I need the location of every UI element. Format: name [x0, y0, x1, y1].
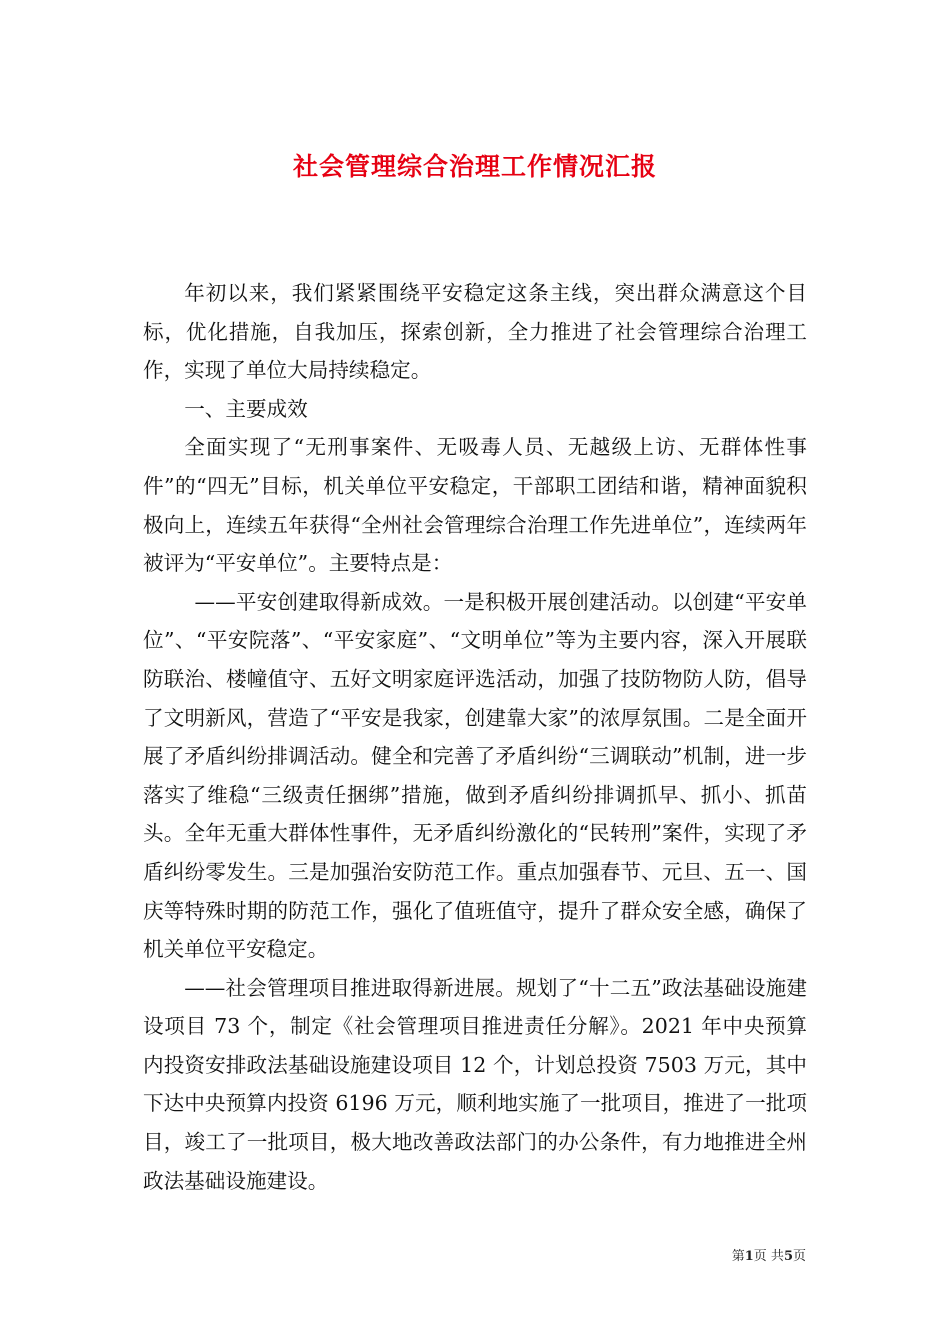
- paragraph-project-progress: ——社会管理项目推进取得新进展。规划了“十二五”政法基础设施建设项目 73 个，制定《社会管理项目推进责任分解》。2021 年中央预算内投资安排政法基础设施建设项目 12 个，计划总投资 7503 万元，其中下达中央预算内投资 6196 万元，顺利地实施了一批项目，推进了一批项目，竣工了一批项目，极大地改善政法部门的办公条件，有力地推进全州政法基础设施建设。: [143, 975, 807, 1193]
- paragraph-achievements: 全面实现了“无刑事案件、无吸毒人员、无越级上访、无群体性事件”的“四无”目标，机关单位平安稳定，干部职工团结和谐，精神面貌积极向上，连续五年获得“全州社会管理综合治理工作先进单位”，连续两年被评为“平安单位”。主要特点是：: [143, 435, 807, 576]
- paragraph-intro: 年初以来，我们紧紧围绕平安稳定这条主线，突出群众满意这个目标，优化措施，自我加压，探索创新，全力推进了社会管理综合治理工作，实现了单位大局持续稳定。: [143, 281, 807, 383]
- page-number-footer: [732, 1248, 806, 1266]
- section-heading: 一、主要成效: [184, 396, 308, 421]
- document-title: 社会管理综合治理工作情况汇报: [292, 151, 657, 181]
- footer-current-page: 1: [744, 1249, 754, 1264]
- paragraph-safety-creation: ——平安创建取得新成效。一是积极开展创建活动。以创建“平安单位”、“平安院落”、“平安家庭”、“文明单位”等为主要内容，深入开展联防联治、楼幢值守、五好文明家庭评选活动，加强了技防物防人防，倡导了文明新风，营造了“平安是我家，创建靠大家”的浓厚氛围。二是全面开展了矛盾纠纷排调活动。健全和完善了矛盾纠纷“三调联动”机制，进一步落实了维稳“三级责任捆绑”措施，做到矛盾纠纷排调抓早、抓小、抓苗头。全年无重大群体性事件，无矛盾纠纷激化的“民转刑”案件，实现了矛盾纠纷零发生。三是加强治安防范工作。重点加强春节、元旦、五一、国庆等特殊时期的防范工作，强化了值班值守，提升了群众安全感，确保了机关单位平安稳定。: [143, 589, 807, 962]
- footer-suffix: 页: [792, 1249, 806, 1264]
- footer-middle: 页 共: [753, 1249, 784, 1264]
- footer-total-pages: 5: [783, 1249, 793, 1264]
- document-body: [143, 274, 807, 1200]
- footer-prefix: 第: [731, 1249, 745, 1264]
